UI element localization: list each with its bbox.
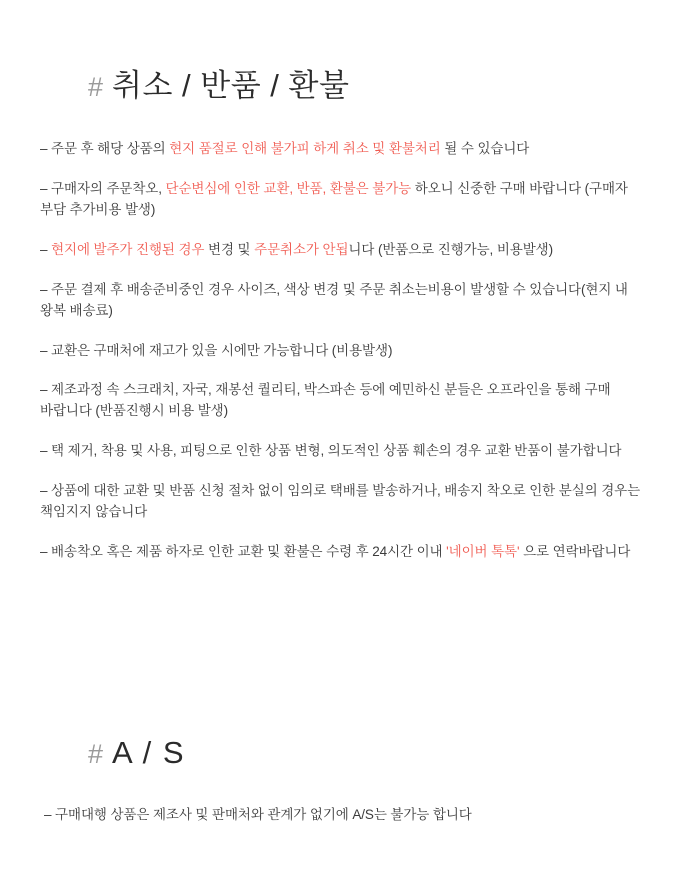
body-text: 변경 및 (204, 241, 255, 257)
highlighted-text: 현지 품절로 인해 불가피 하게 취소 및 환불처리 (169, 141, 441, 156)
body-text: – 상품에 대한 교환 및 반품 신청 절차 없이 임의로 택배를 발송하거나, 배송지 착오로 인한 분실의 경우는 책임지지 않습니다 (40, 483, 641, 520)
body-text: – 주문 후 해당 상품의 (40, 141, 170, 156)
body-text: – 구매대행 상품은 제조사 및 판매처와 관계가 없기에 A/S는 불가능 합니다 (44, 807, 472, 822)
highlighted-text: 현지에 발주가 진행된 경우 (51, 241, 205, 257)
body-text: – 택 제거, 착용 및 사용, 피팅으로 인한 상품 변형, 의도적인 상품 훼손의 경우 교환 반품이 불가합니다 (40, 443, 622, 459)
highlighted-text: 주문취소가 안됩 (254, 241, 349, 257)
body-text: 될 수 있습니다 (440, 141, 530, 156)
body-text: – 제조과정 속 스크래치, 자국, 재봉선 퀄리티, 박스파손 등에 예민하신 분들은 오프라인을 통해 구매 바랍니다 (반품진행시 비용 발생) (40, 382, 611, 419)
list-item (40, 139, 650, 160)
list-item (40, 280, 650, 322)
highlighted-text: 단순변심에 인한 교환, 반품, 환불은 불가능 (165, 180, 412, 196)
section-heading (0, 60, 688, 105)
page-title: 취소 / 반품 / 환불 (112, 68, 350, 103)
section-after-service (0, 735, 688, 826)
body-text: – 구매자의 주문착오, (40, 180, 166, 196)
body-text: – (40, 241, 52, 257)
highlighted-text: '네이버 톡톡' (446, 544, 520, 560)
list-item (40, 240, 650, 261)
list-item (40, 542, 650, 563)
list-item (40, 179, 650, 221)
hash-icon: # (88, 72, 104, 102)
list-item (40, 341, 650, 362)
section-title-as: A / S (112, 735, 186, 770)
policy-list-as (0, 805, 688, 826)
list-item (40, 380, 650, 422)
body-text: – 교환은 구매처에 재고가 있을 시에만 가능합니다 (비용발생) (40, 342, 393, 358)
body-text: 하오니 신중한 구매 바랍니다 (구매자 부담 추가비용 발생) (40, 180, 628, 217)
list-item (40, 481, 650, 523)
list-item (40, 441, 650, 462)
body-text: – 배송착오 혹은 제품 하자로 인한 교환 및 환불은 수령 후 24시간 이내 (40, 544, 447, 560)
policy-list-cancel (0, 139, 688, 563)
hash-icon: # (88, 739, 104, 769)
section-heading-as (0, 735, 688, 771)
list-item (44, 805, 650, 826)
section-cancel-return-refund (0, 60, 688, 563)
body-text: 으로 연락바랍니다 (519, 544, 631, 560)
body-text: – 주문 결제 후 배송준비중인 경우 사이즈, 색상 변경 및 주문 취소는비용이 발생할 수 있습니다(현지 내 왕복 배송료) (40, 281, 628, 318)
body-text: 니다 (반품으로 진행가능, 비용발생) (348, 241, 553, 257)
